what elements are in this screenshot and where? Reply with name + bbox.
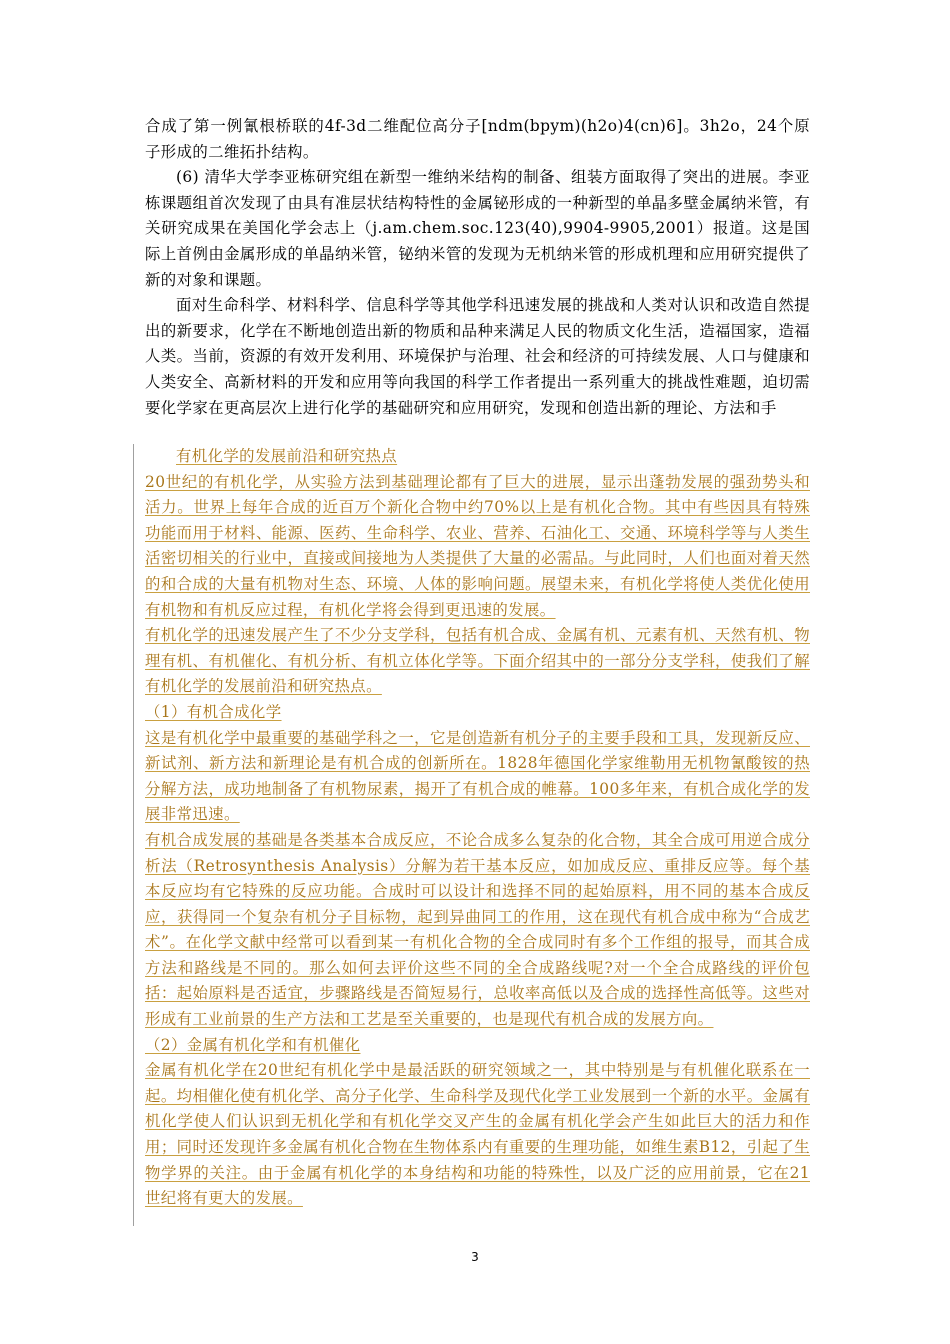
tracked-paragraph-synthesis-intro: 这是有机化学中最重要的基础学科之一，它是创造新有机分子的主要手段和工具，发现新反应、新试剂、新方法和新理论是有机合成的创新所在。1828年德国化学家维勒用无机物氰酸铵的热分解方法，成功地制备了有机物尿素，揭开了有机合成的帷幕。100多年来，有机合成化学的发展非常迅速。 [145, 728, 810, 824]
page-number: 3 [471, 1250, 479, 1264]
subheading-organometallic: （2）金属有机化学和有机催化 [145, 1035, 361, 1054]
paragraph-bismuth-nanotube: (6) 清华大学李亚栋研究组在新型一维纳米结构的制备、组装方面取得了突出的进展。李亚栋课题组首次发现了由具有准层状结构特性的金属铋形成的一种新型的单晶多壁金属纳米管，有关研究成果在美国化学会志上（j.am.chem.soc.123(40),9904-9905,2001）报道。这是国际上首例由金属形成的单晶纳米管，铋纳米管的发现为无机纳米管的形成机理和应用研究提供了新的对象和课题。 [145, 168, 810, 289]
tracked-paragraph-retrosynthesis: 有机合成发展的基础是各类基本合成反应，不论合成多么复杂的化合物，其全合成可用逆合成分析法（Retrosynthesis Analysis）分解为若干基本反应，如加成反应、重排反应等。每个基本反应均有它特殊的反应功能。合成时可以设计和选择不同的起始原料，用不同的基本合成反应，获得同一个复杂有机分子目标物，起到异曲同工的作用，这在现代有机合成中称为“合成艺术”。在化学文献中经常可以看到某一有机化合物的全合成同时有多个工作组的报导，而其合成方法和路线是不同的。那么如何去评价这些不同的全合成路线呢?对一个全合成路线的评价包括：起始原料是否适宜，步骤路线是否简短易行，总收率高低以及合成的选择性高低等。这些对形成有工业前景的生产方法和工艺是至关重要的，也是现代有机合成的发展方向。 [145, 830, 810, 1029]
revision-change-bar [133, 444, 134, 1226]
section-heading-frontier: 有机化学的发展前沿和研究热点 [176, 447, 398, 465]
body-text [145, 114, 810, 421]
paragraph-cyano-bridged-polymer: 合成了第一例氰根桥联的4f-3d二维配位高分子[ndm(bpym)(h2o)4(cn)6]。3h2o，24个原子形成的二维拓扑结构。 [145, 117, 810, 161]
paragraph-chemistry-challenges: 面对生命科学、材料科学、信息科学等其他学科迅速发展的挑战和人类对认识和改造自然提出的新要求，化学在不断地创造出新的物质和品种来满足人民的物质文化生活，造福国家，造福人类。当前，资源的有效开发利用、环境保护与治理、社会和经济的可持续发展、人口与健康和人类安全、高新材料的开发和应用等向我国的科学工作者提出一系列重大的挑战性难题，迫切需要化学家在更高层次上进行化学的基础研究和应用研究，发现和创造出新的理论、方法和手 [145, 296, 810, 417]
tracked-paragraph-branches: 有机化学的迅速发展产生了不少分支学科，包括有机合成、金属有机、元素有机、天然有机、物理有机、有机催化、有机分析、有机立体化学等。下面介绍其中的一部分分支学科，使我们了解有机化学的发展前沿和研究热点。 [145, 626, 810, 696]
tracked-paragraph-20th-century: 20世纪的有机化学，从实验方法到基础理论都有了巨大的进展，显示出蓬勃发展的强劲势头和活力。世界上每年合成的近百万个新化合物中约70%以上是有机化合物。其中有些因具有特殊功能而用于材料、能源、医药、生命科学、农业、营养、石油化工、交通、环境科学等与人类生活密切相关的行业中，直接或间接地为人类提供了大量的必需品。与此同时，人们也面对着天然的和合成的大量有机物对生态、环境、人体的影响问题。展望未来，有机化学将使人类优化使用有机物和有机反应过程，有机化学将会得到更迅速的发展。 [145, 472, 810, 619]
tracked-paragraph-organometallic: 金属有机化学在20世纪有机化学中是最活跃的研究领域之一，其中特别是与有机催化联系在一起。均相催化使有机化学、高分子化学、生命科学及现代化学工业发展到一个新的水平。金属有机化学使人们认识到无机化学和有机化学交叉产生的金属有机化学会产生如此巨大的活力和作用；同时还发现许多金属有机化合物在生物体系内有重要的生理功能，如维生素B12，引起了生物学界的关注。由于金属有机化学的本身结构和功能的特殊性，以及广泛的应用前景，它在21世纪将有更大的发展。 [145, 1061, 810, 1208]
subheading-organic-synthesis: （1）有机合成化学 [145, 702, 282, 721]
tracked-insertion [145, 444, 810, 1212]
